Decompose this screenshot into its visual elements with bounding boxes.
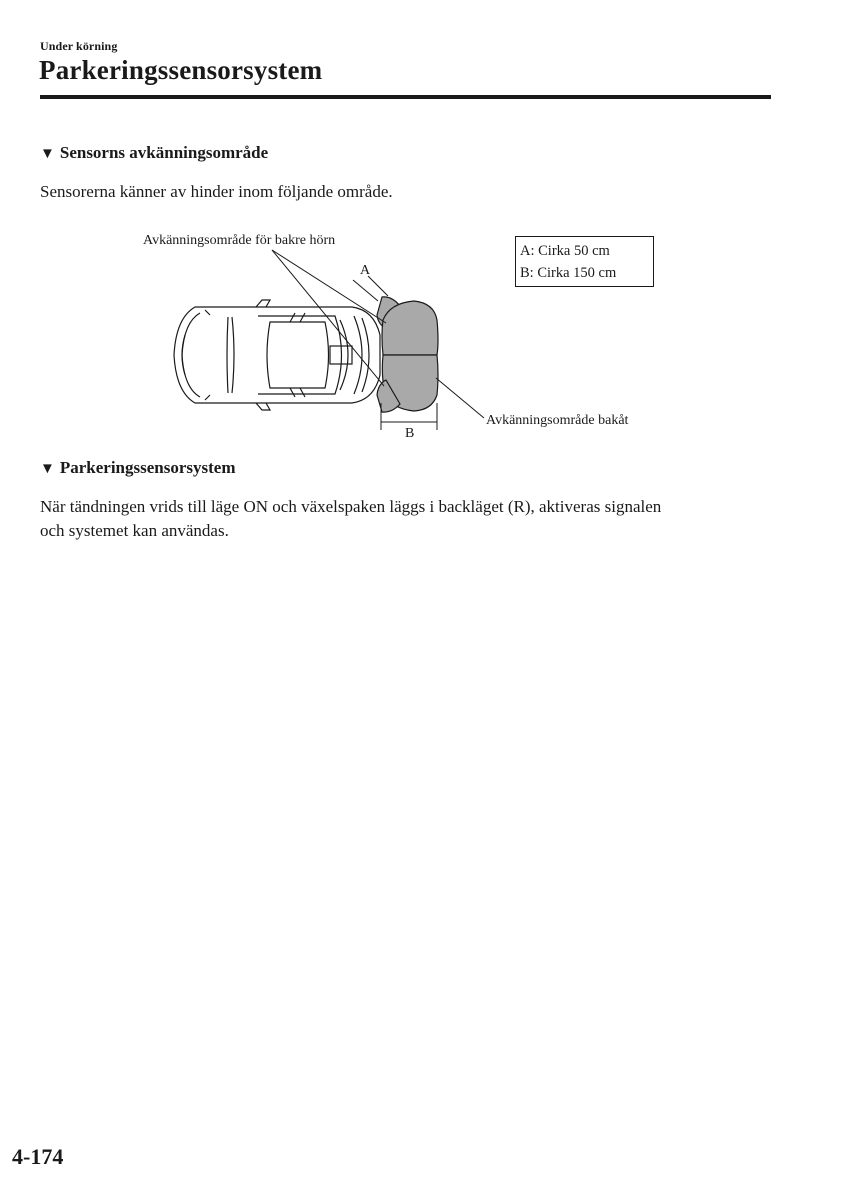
section-heading-parking-sensor [40, 458, 236, 478]
marker-a: A [360, 263, 371, 278]
section-body-detection-area: Sensorerna känner av hinder inom följande område. [40, 182, 393, 201]
section-body-parking-sensor [40, 495, 780, 543]
section-heading-text: Parkeringssensorsystem [59, 458, 236, 477]
body-line-1: När tändningen vrids till läge ON och växelspaken läggs i backläget (R), aktiveras signalen [40, 497, 662, 516]
diagram-legend [515, 236, 654, 287]
section-label: Under körning [40, 39, 118, 53]
marker-b: B [405, 426, 415, 441]
car-top-view [174, 300, 380, 410]
triangle-down-icon: ▼ [40, 461, 55, 477]
rear-area-label: Avkänningsområde bakåt [486, 413, 629, 428]
legend-line-b: B: Cirka 150 cm [520, 265, 617, 281]
triangle-down-icon: ▼ [40, 146, 55, 162]
page-number: 4-174 [12, 1144, 64, 1169]
rear-zone-upper [382, 301, 438, 355]
body-line-2: och systemet kan användas. [40, 521, 229, 540]
detection-zones [377, 297, 438, 412]
legend-line-a: A: Cirka 50 cm [520, 243, 610, 259]
page-title: Parkeringssensorsystem [39, 55, 323, 85]
section-heading-text: Sensorns avkänningsområde [59, 143, 269, 162]
corner-area-label: Avkänningsområde för bakre hörn [143, 233, 336, 248]
